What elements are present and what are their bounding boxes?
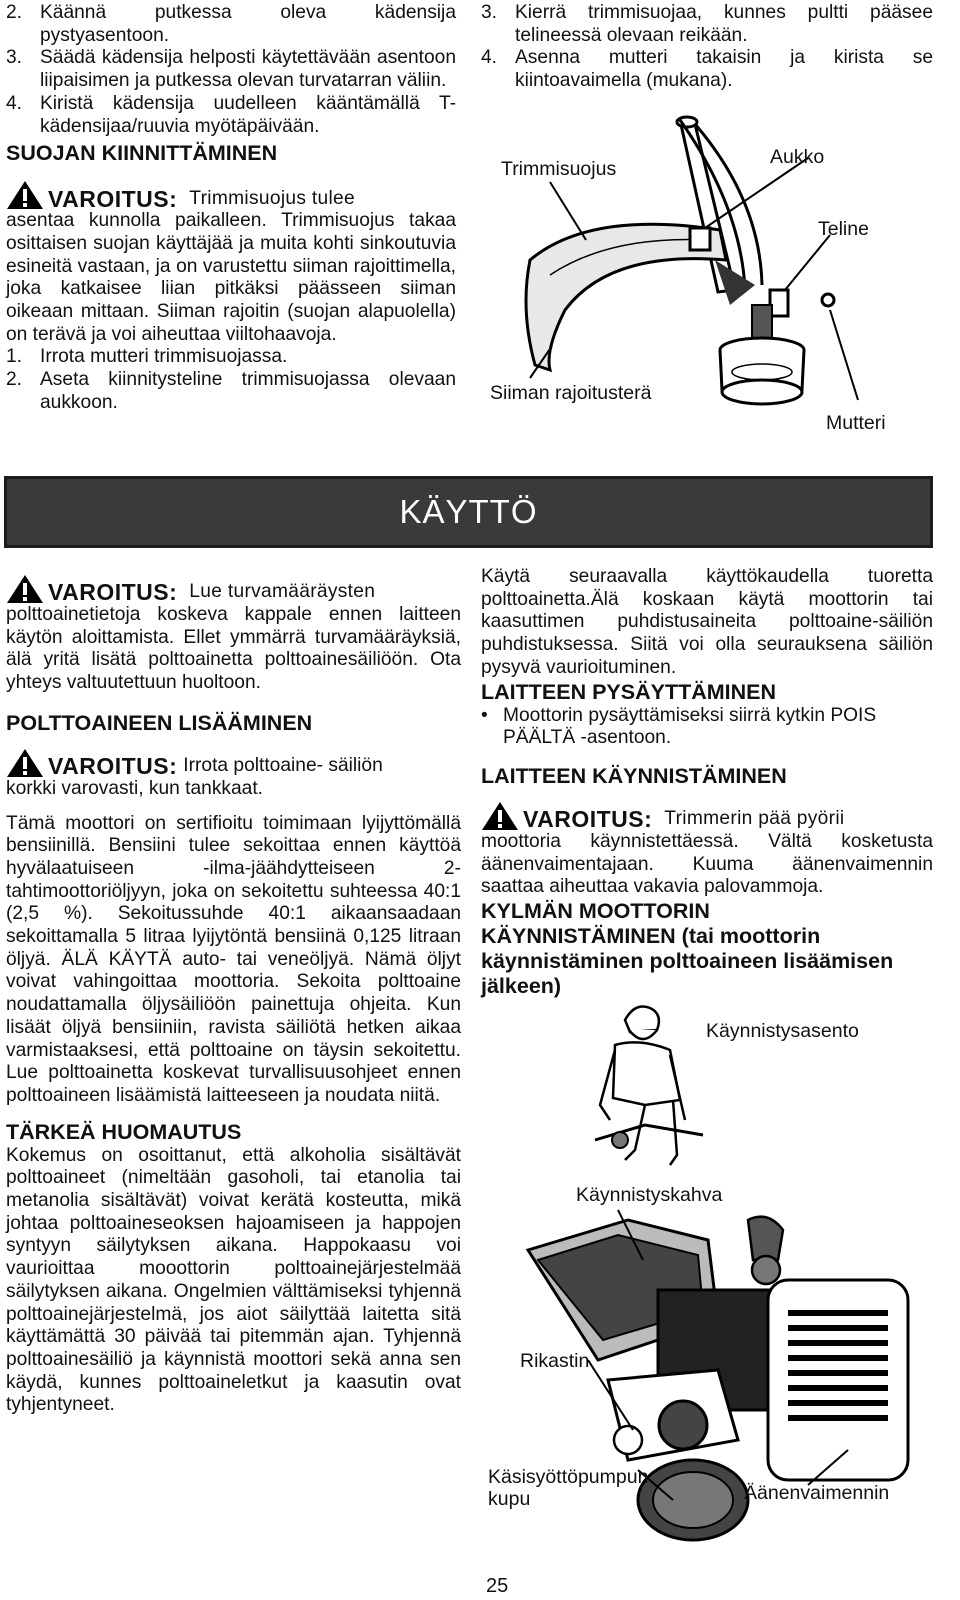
section-banner: KÄYTTÖ bbox=[4, 476, 933, 548]
label-teline: Teline bbox=[818, 218, 869, 240]
warning-triangle-icon bbox=[481, 801, 519, 831]
item-text: Irrota mutteri trimmisuojassa. bbox=[40, 346, 288, 368]
item-number: 4. bbox=[481, 47, 498, 69]
warning-body: moottoria käynnistettäessä. Vältä kosketusta äänenvaimentajaan. Kuuma äänenvaimennin saattaa aiheuttaa vakavia palovammoja. bbox=[481, 830, 933, 898]
page-number: 25 bbox=[486, 1575, 509, 1597]
left-top-column bbox=[6, 2, 456, 415]
label-aanenvaimennin: Äänenvaimennin bbox=[744, 1482, 890, 1504]
list-item bbox=[6, 93, 456, 138]
warning-triangle-icon bbox=[6, 748, 44, 778]
important-body: Kokemus on osoittanut, että alkoholia sisältävät polttoaineet (nimeltään gasoholi, tai etanolia tai metanolia sisältävät) voivat kerätä kosteutta, mikä johtaa polttoaineseoksen hajoamiseen ja happojen syntyyn säilytyksen aikana. Happokaasu voi vaurioittaa mooottorin polttoainejärjestelmää säilytyksen aikana. Ongelmien välttämiseksi tyhjennä polttoainejärjestelmä, jos aiot säilyttää laitetta sitä käyttämättä 30 päivää tai pitemmän ajan. Tyhjennä polttoainesäiliö ja käynnistä moottori sekä anna sen käydä, kunnes polttoaineletkut ja kaasutin ovat tyhjentyneet. bbox=[6, 1144, 461, 1416]
section-heading-guard: SUOJAN KIINNITTÄMINEN bbox=[6, 141, 278, 166]
item-number: 1. bbox=[6, 346, 23, 368]
warning-word: VAROITUS: bbox=[48, 185, 178, 212]
fuel-heading: POLTTOAINEEN LISÄÄMINEN bbox=[6, 710, 313, 735]
item-text: Aseta kiinnitysteline trimmisuojassa olevaan aukkoon. bbox=[40, 369, 456, 413]
label-kasisyottopumpun-kupu: Käsisyöttöpumpun kupu bbox=[488, 1466, 649, 1510]
warning-lead: Trimmerin pää pyörii bbox=[664, 808, 845, 830]
warning-triangle-icon bbox=[6, 180, 44, 210]
left-bottom-column bbox=[6, 574, 461, 1417]
bullet-text: Moottorin pysäyttämiseksi siirrä kytkin POIS PÄÄLTÄ -asentoon. bbox=[503, 704, 877, 749]
list-item bbox=[481, 2, 933, 47]
stop-heading: LAITTEEN PYSÄYTTÄMINEN bbox=[481, 679, 777, 704]
list-item bbox=[6, 2, 456, 47]
label-kaynnistyskahva: Käynnistyskahva bbox=[576, 1184, 723, 1206]
warning-lead: Lue turvamääräysten bbox=[189, 581, 376, 603]
start-position-illustration bbox=[585, 1000, 705, 1170]
item-text: Kiristä kädensija uudelleen kääntämällä T-kädensijaa/ruuvia myötäpäivään. bbox=[40, 92, 456, 137]
warning-lead: Trimmisuojus tulee bbox=[189, 187, 355, 209]
item-number: 3. bbox=[6, 47, 23, 69]
intro-text: Käytä seuraavalla käyttökaudella tuoretta polttoainetta.Älä koskaan käytä moottorin tai kaasuttimen puhdistusaineita polttoaine-säiliön puhdistuksessa. Siitä voi olla seurauksena säiliön pysyvä vaurioituminen. bbox=[481, 566, 933, 678]
warning-word: VAROITUS: bbox=[48, 579, 178, 606]
warning-line bbox=[481, 801, 933, 831]
list-item bbox=[6, 47, 456, 92]
warning-body: asentaa kunnolla paikalleen. Trimmisuojus takaa osittaisen suojan käyttäjää ja muita kohti sinkoutuvia esineitä vastaan, ja on varustettu siiman rajoittimella, joka katkaisee liian pitkäksi päässeen siiman oikeaan mittaan. Siiman rajoitin (suojan alapuolella) on terävä ja voi aiheuttaa viiltohaavoja. bbox=[6, 210, 456, 345]
warning-triangle-icon bbox=[6, 574, 44, 604]
item-number: 3. bbox=[481, 2, 498, 23]
warning-body: korkki varovasti, kun tankkaat. bbox=[6, 777, 264, 799]
warning-line bbox=[6, 574, 461, 604]
bullet-item bbox=[481, 705, 933, 750]
label-siiman-rajoitustera: Siiman rajoitusterä bbox=[490, 382, 652, 404]
list-item bbox=[6, 369, 456, 414]
fuel-body: Tämä moottori on sertifioitu toimimaan lyijyttömällä bensiinillä. Bensiini tulee sekoittaa ennen käyttöä hyvälaatuiseen -ilma-jäähdytteiseen 2-tahtimoottoriöljyyn, joka on sekoitettu suhteessa 40:1 (2,5 %). Sekoitussuhde 40:1 aikaansaadaan sekoittamalla 5 litraa lyijytöntä bensiinä 0,125 litraan öljyä. ÄLÄ KÄYTÄ auto- tai veneöljyä. Nämä öljyt voivat vahingoittaa moottoria. Sekoita polttoaine noudattamalla öljysäiliöön painettuja ohjeita. Kun lisäät öljyä bensiiniin, ravista säiliötä hetken aikaa varmistaaksesi, että polttoaine on täysin sekoitettu. Lue polttoainetta koskevat turvallisuusohjeet ennen polttoaineen lisäämistä laitteeseen ja noudata niitä. bbox=[6, 812, 461, 1106]
right-top-column bbox=[481, 2, 933, 93]
item-text: Käännä putkessa oleva kädensija pystyasentoon. bbox=[40, 2, 456, 46]
item-text: Asenna mutteri takaisin ja kirista se kiintoavaimella (mukana). bbox=[515, 47, 933, 92]
important-heading: TÄRKEÄ HUOMAUTUS bbox=[6, 1119, 242, 1144]
cold-start-heading: KYLMÄN MOOTTORIN KÄYNNISTÄMINEN (tai moottorin käynnistäminen polttoaineen lisäämisen jälkeen) bbox=[481, 899, 894, 999]
item-number: 2. bbox=[6, 2, 23, 23]
right-bottom-column bbox=[481, 566, 933, 999]
warning-line bbox=[6, 180, 456, 210]
list-item bbox=[481, 47, 933, 92]
warning-body: polttoainetietoja koskeva kappale ennen laitteen käytön aloittamista. Ellet ymmärrä turvamääräyksiä, älä yritä lisätä polttoainetta polttoainesäiliöön. Ota yhteys valtuutettuun huoltoon. bbox=[6, 604, 461, 694]
label-trimmisuojus: Trimmisuojus bbox=[501, 158, 617, 180]
bullet-dot: • bbox=[481, 704, 488, 726]
item-number: 4. bbox=[6, 92, 23, 114]
item-text: Säädä kädensija helposti käytettävään asentoon liipaisimen ja putkessa olevan turvatarran väliin. bbox=[40, 47, 456, 92]
warning-line bbox=[6, 748, 461, 778]
warning-word: VAROITUS: bbox=[48, 753, 178, 780]
start-heading: LAITTEEN KÄYNNISTÄMINEN bbox=[481, 763, 787, 788]
warning-word: VAROITUS: bbox=[523, 806, 653, 833]
label-rikastin: Rikastin bbox=[520, 1350, 590, 1372]
label-mutteri: Mutteri bbox=[826, 412, 886, 434]
item-text: Kierrä trimmisuojaa, kunnes pultti pääsee telineessä olevaan reikään. bbox=[515, 2, 933, 46]
item-number: 2. bbox=[6, 369, 23, 391]
label-aukko: Aukko bbox=[770, 146, 825, 168]
list-item bbox=[6, 346, 456, 369]
warning-lead: Irrota polttoaine- säiliön bbox=[183, 755, 383, 777]
label-kaynnistysasento: Käynnistysasento bbox=[706, 1020, 859, 1042]
